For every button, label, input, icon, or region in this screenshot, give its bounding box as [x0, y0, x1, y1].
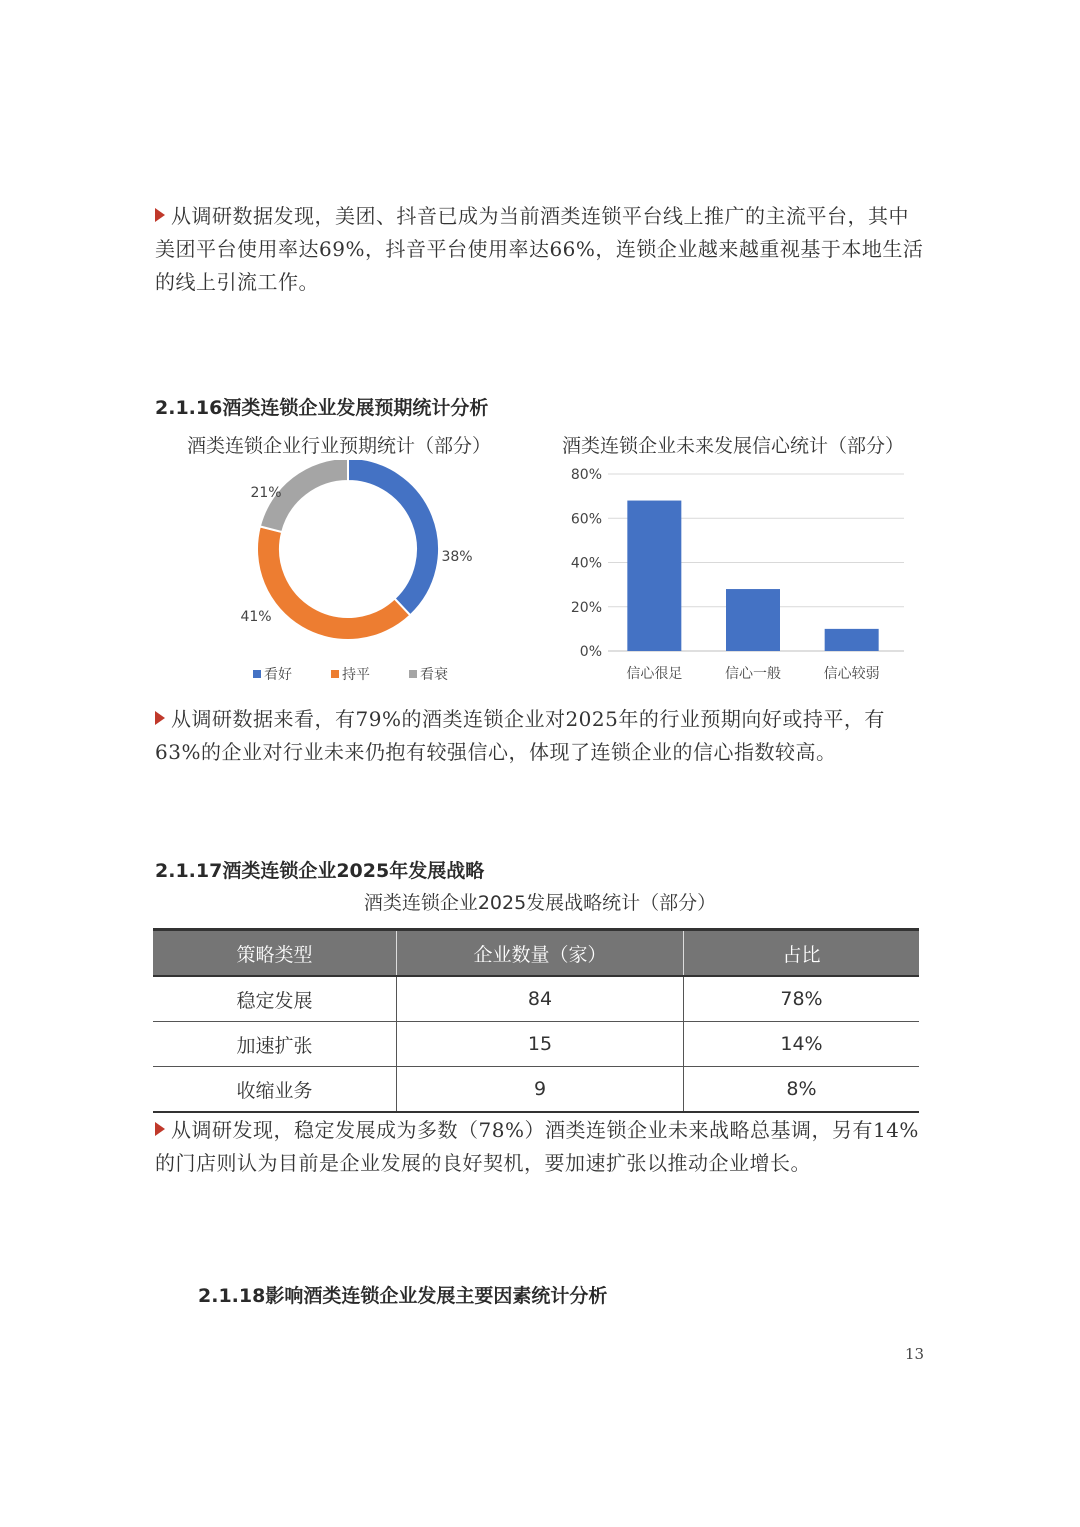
paragraph-expectation: [155, 703, 925, 769]
donut-chart: [195, 460, 525, 690]
legend-label: 看衰: [420, 667, 448, 683]
donut-chart-title: 酒类连锁企业行业预期统计（部分）: [187, 435, 492, 457]
section-heading-2-1-18: 2.1.18影响酒类连锁企业发展主要因素统计分析: [198, 1285, 608, 1307]
bullet-triangle-icon: [155, 208, 165, 222]
table-row: [153, 1022, 919, 1067]
table-row: [153, 976, 919, 1022]
bar-信心较弱: [825, 629, 879, 651]
table-row: [153, 1067, 919, 1113]
paragraph-text: 从调研数据来看，有79%的酒类连锁企业对2025年的行业预期向好或持平，有63%的企业对行业未来仍抱有较强信心，体现了连锁企业的信心指数较高。: [155, 707, 885, 764]
donut-data-label: 21%: [250, 485, 282, 501]
section-heading-2-1-17: 2.1.17酒类连锁企业2025年发展战略: [155, 860, 485, 882]
y-tick-label: 40%: [570, 555, 602, 572]
legend-swatch: [331, 670, 339, 678]
page-number: 13: [905, 1345, 925, 1363]
y-tick-label: 80%: [570, 467, 602, 483]
donut-data-label: 38%: [441, 549, 473, 565]
x-tick-label: 信心一般: [725, 666, 781, 682]
table-cell: 14%: [684, 1022, 920, 1067]
bar-chart-title: 酒类连锁企业未来发展信心统计（部分）: [562, 435, 905, 457]
x-tick-label: 信心较弱: [823, 666, 880, 682]
table-header-cell: 策略类型: [153, 930, 397, 977]
legend-swatch: [253, 670, 261, 678]
table-cell: 78%: [684, 976, 920, 1022]
table-header-cell: 企业数量（家）: [397, 930, 684, 977]
y-tick-label: 60%: [570, 511, 602, 528]
table-caption: 酒类连锁企业2025发展战略统计（部分）: [363, 892, 717, 914]
y-tick-label: 20%: [570, 599, 602, 616]
paragraph-text: 从调研数据发现，美团、抖音已成为当前酒类连锁平台线上推广的主流平台，其中美团平台使用率达69%，抖音平台使用率达66%，连锁企业越来越重视基于本地生活的线上引流工作。: [155, 204, 924, 294]
donut-data-label: 41%: [240, 609, 272, 625]
table-header-cell: 占比: [684, 930, 920, 977]
donut-slice-持平: [257, 526, 410, 640]
section-heading-2-1-16: 2.1.16酒类连锁企业发展预期统计分析: [155, 397, 489, 419]
table-cell: 84: [397, 976, 684, 1022]
bar-信心很足: [627, 501, 681, 651]
table-cell: 15: [397, 1022, 684, 1067]
bar-信心一般: [726, 589, 780, 651]
table-cell: 8%: [684, 1067, 920, 1113]
legend-label: 持平: [342, 667, 370, 683]
bar-chart: [560, 460, 920, 690]
bullet-triangle-icon: [155, 1122, 165, 1136]
table-cell: 加速扩张: [153, 1022, 397, 1067]
table-cell: 稳定发展: [153, 976, 397, 1022]
strategy-table: [153, 928, 919, 1113]
donut-slice-看好: [348, 460, 439, 615]
bullet-triangle-icon: [155, 711, 165, 725]
legend-label: 看好: [264, 667, 292, 683]
x-tick-label: 信心很足: [626, 666, 683, 682]
legend-swatch: [409, 670, 417, 678]
table-cell: 收缩业务: [153, 1067, 397, 1113]
table-cell: 9: [397, 1067, 684, 1113]
table-header-row: [153, 930, 919, 977]
paragraph-text: 从调研发现，稳定发展成为多数（78%）酒类连锁企业未来战略总基调，另有14%的门店则认为目前是企业发展的良好契机，要加速扩张以推动企业增长。: [155, 1118, 919, 1175]
y-tick-label: 0%: [579, 644, 602, 660]
paragraph-platform-usage: [155, 200, 925, 299]
paragraph-strategy: [155, 1114, 925, 1180]
